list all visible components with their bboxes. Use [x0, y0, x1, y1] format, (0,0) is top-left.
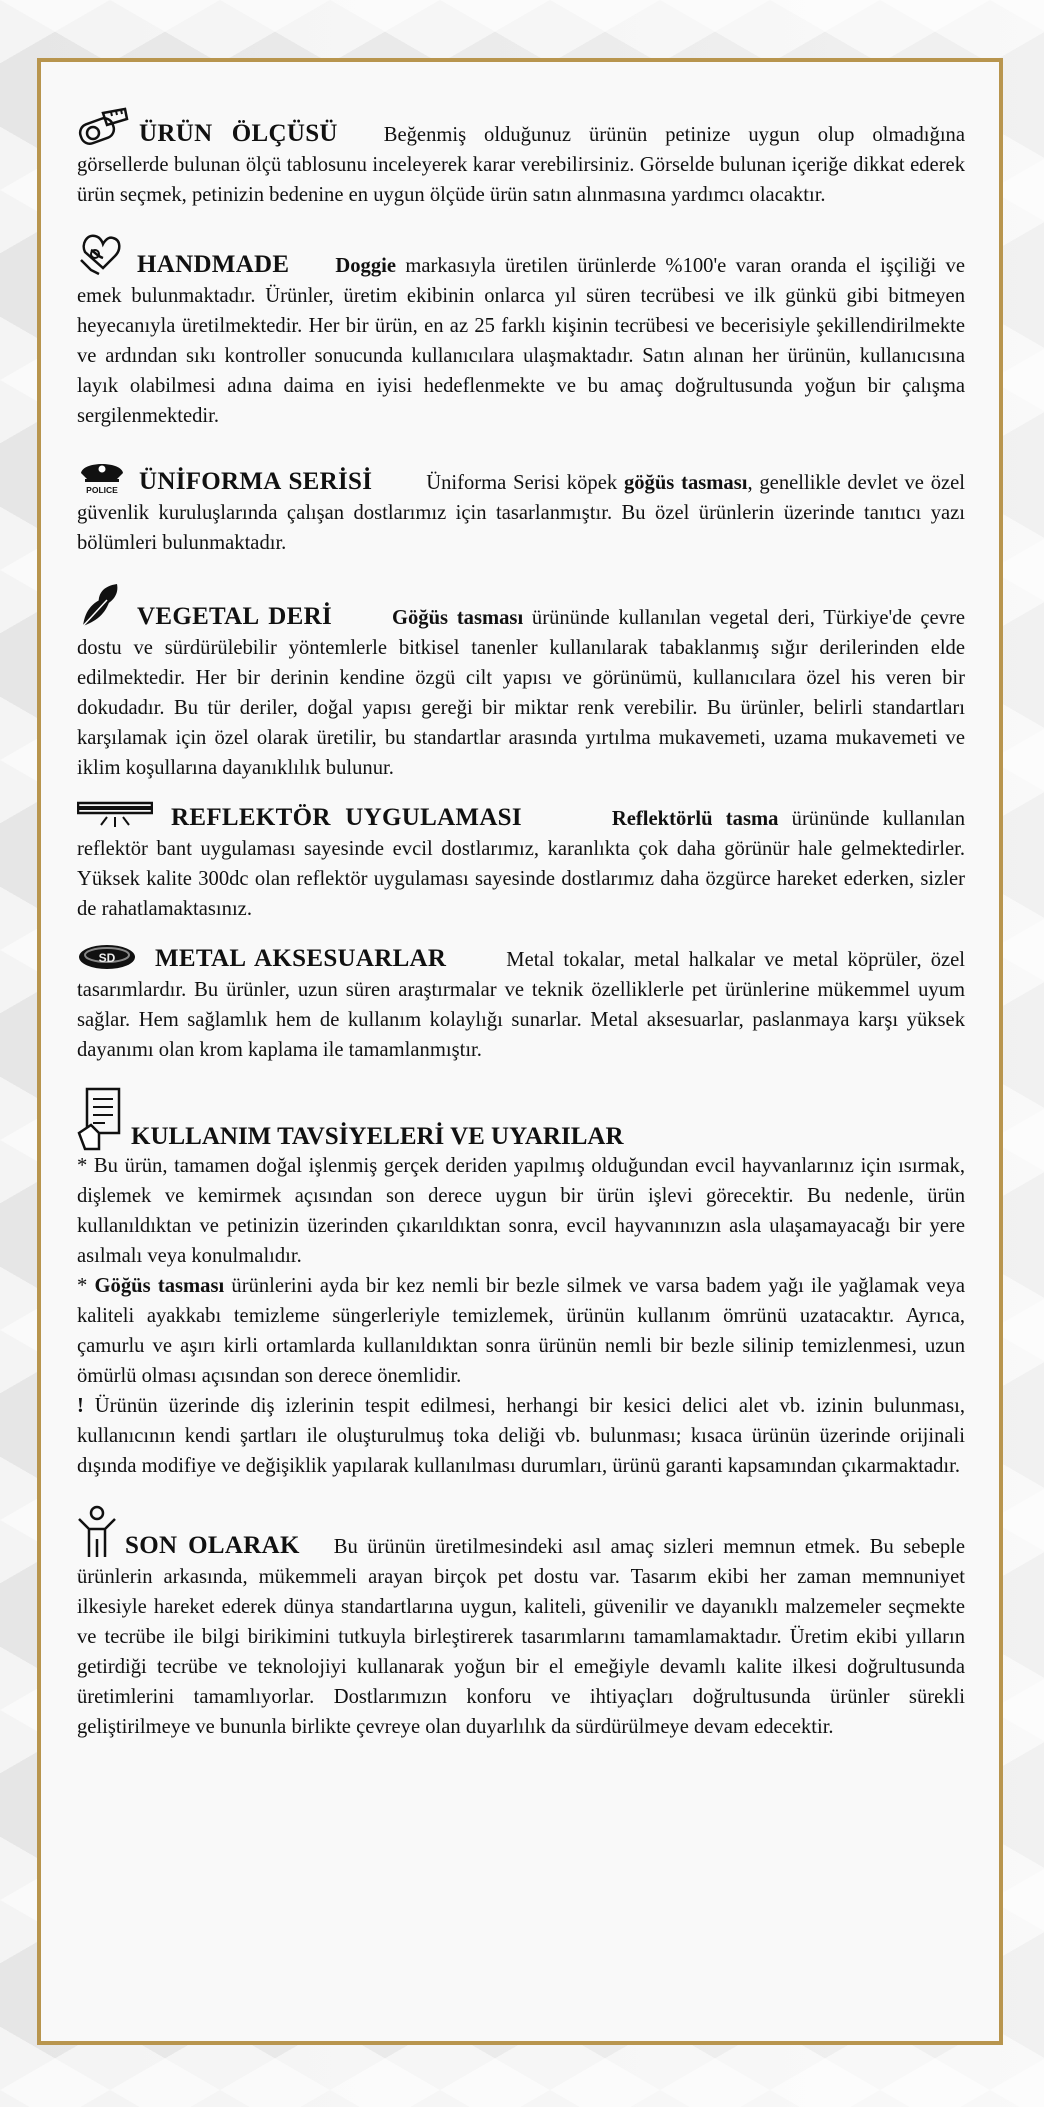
- section-uniforma: [77, 455, 965, 558]
- section-handmade: [77, 230, 965, 431]
- section-text: ürününde kullanılan vegetal deri, Türkiye'de çevre dostu ve sürdürülebilir yöntemlerle bitkisel tanenler kullanılarak tabaklanmış sığır derilerinden elde edilmektedir. Her bir derinin kendine özgü cilt yapısı ve görünümü, kullanıcılara özel his veren bir dokudadır. Bu tür deriler, doğal yapısı gereği bir miktar renk verebilir. Bu ürünler, belirli standartları karşılamak için özel olarak üretilir, bu standartlar arasında yırtılma mukavemeti, uzama mukavemeti ve iklim koşullarına dayanıklılık bulunur.: [77, 607, 965, 779]
- section-text: markasıyla üretilen ürünlerde %100'e varan oranda el işçiliği ve emek bulunmaktadır. Ürünler, üretim ekibinin onlarca yıl süren tecrübesi ve ilk günkü gibi bitmeyen heyecanıyla üretilmektedir. Her bir ürün, en az 25 farklı kişinin tecrübesi ve becerisiyle şekillendirilmekte ve ardından sıkı kontroller sonucunda kullanıcılara ulaşmaktadır. Satın alınan her ürünün, kullanıcısına layık olabilmesi adına daima en iyisi hedeflenmekte ve bu amaç doğrultusunda yoğun bir çalışma sergilenmektedir.: [77, 255, 965, 427]
- section-heading: SON OLARAK: [125, 1532, 300, 1559]
- reflector-strip-icon: [77, 801, 153, 831]
- section-vegetal: [77, 582, 965, 783]
- section-heading: ÜNİFORMA SERİSİ: [139, 468, 373, 495]
- section-text: Beğenmiş olduğunuz ürünün petinize uygun olup olmadığına görsellerde bulunan ölçü tablosunu inceleyerek karar verebilirsiniz. Görselde bulunan içeriğe dikkat ederek ürün seçmek, petinizin bedenine en uygun ölçüde ürün satın alınmasına yardımcı olacaktır.: [77, 124, 965, 206]
- section-heading: KULLANIM TAVSİYELERİ VE UYARILAR: [131, 1123, 624, 1150]
- bold-term: Reflektörlü tasma: [611, 808, 779, 830]
- person-icon: [77, 1505, 117, 1559]
- section-heading: HANDMADE: [137, 251, 290, 278]
- section-text: Bu ürünün üretilmesindeki asıl amaç sizleri memnun etmek. Bu sebeple ürünlerin arkasında, mükemmeli arayan birçok pet dostu var. Tasarım ekibi her zaman memnuniyet ilkesiyle hareket ederek dünya standartlarına uygun, kaliteli, güvenilir ve dayanıklı malzemeler seçmekte ve tecrübe ile bilgi birikimini tutkuyla birleştirerek tasarımlarını tamamlamaktadır. Üretim ekibi yılların getirdiği tecrübe ve teknolojiyi kullanarak yoğun bir el emeğiyle devamlı kalite ilkesi doğrultusunda üretimlerini tamamlıyorlar. Dostlarımızın konforu ve ihtiyaçları doğrultusunda ürünler sürekli geliştirilmeye ve bununla birlikte çevreye olan duyarlılık da sürdürülmeye devam edecektir.: [77, 1536, 965, 1738]
- section-text: ürününde kullanılan reflektör bant uygulaması sayesinde evcil dostlarımız, karanlıkta çok daha görünür hale gelmektedirler. Yüksek kalite 300dc olan reflektör uygulaması sayesinde dostlarımız daha özgürce hareket ederken, sizler de rahatlamaktasınız.: [77, 808, 965, 920]
- note-2: * Göğüs tasması ürünlerini ayda bir kez nemli bir bezle silmek ve varsa badem yağı ile yağlamak veya kaliteli ayakkabı temizleme süngerleriyle temizlemek, ürünün kullanım ömrünü uzatacaktır. Ayrıca, çamurlu ve aşırı kirli ortamlarda kullanıldıktan sonra ürünün nemli bir bezle silinip temizlenmesi, uzun ömürlü olması açısından son derece önemlidir.: [77, 1275, 966, 1387]
- section-text: , genellikle devlet ve özel güvenlik kuruluşlarında çalışan dostlarımız için tasarlanmıştır. Bu özel ürünlerin üzerinde tanıtıcı yazı bölümleri bulunmaktadır.: [77, 472, 966, 554]
- police-cap-icon: [77, 455, 127, 495]
- brand-name: Doggie: [335, 255, 397, 277]
- section-kullanim: [77, 1087, 965, 1481]
- measuring-tape-icon: [77, 107, 129, 147]
- section-metal: [77, 942, 965, 1065]
- section-urun-olcusu: [77, 107, 965, 210]
- section-text: Üniforma Serisi köpek: [426, 472, 624, 494]
- bold-term: göğüs tasması: [623, 472, 748, 494]
- note-3: ! Ürünün üzerinde diş izlerinin tespit edilmesi, herhangi bir kesici delici alet vb. izinin bulunması, kullanıcının kendi şartları ile oluşturulmuş toka deliği vb. bulunması; kısaca ürünün üzerinde orijinali dışında modifiye ve değişiklik yapılarak kullanılması durumları, ürünü garanti kapsamından çıkarmaktadır.: [77, 1395, 965, 1477]
- info-content: [77, 107, 965, 1762]
- police-label: POLICE: [86, 485, 118, 495]
- section-reflektor: [77, 801, 965, 924]
- collar-label: SD: [98, 951, 116, 965]
- section-son: [77, 1505, 965, 1742]
- section-heading: METAL AKSESUARLAR: [155, 945, 447, 972]
- section-heading: REFLEKTÖR UYGULAMASI: [171, 804, 522, 831]
- collar-ring-icon: [77, 942, 137, 972]
- heart-hand-icon: [77, 230, 129, 278]
- leaf-icon: [77, 582, 125, 630]
- section-heading: ÜRÜN ÖLÇÜSÜ: [139, 120, 338, 147]
- note-1: * Bu ürün, tamamen doğal işlenmiş gerçek deriden yapılmış olduğundan evcil hayvanlarınız için ısırmak, dişlemek ve kemirmek açısından son derece uygun bir ürün işlevi görecektir. Bu nedenle, ürün kullanıldıktan ve petinizin üzerinden çıkarıldıktan sonra, evcil hayvanınızın asla ulaşamayacağı bir yere asılmalı veya konulmalıdır.: [77, 1155, 965, 1267]
- document-hand-icon: [77, 1087, 123, 1151]
- section-text: Metal tokalar, metal halkalar ve metal köprüler, özel tasarımlardır. Bu ürünler, uzun süren araştırmalar ve teknik özelliklerle pet ürünlerine mükemmel uyum sağlar. Hem sağlamlık hem de kullanım kolaylığı sunarlar. Metal aksesuarlar, paslanmaya karşı yüksek dayanımı olan krom kaplama ile tamamlanmıştır.: [77, 949, 966, 1061]
- section-heading: VEGETAL DERİ: [137, 603, 332, 630]
- bold-term: Göğüs tasması: [391, 607, 524, 629]
